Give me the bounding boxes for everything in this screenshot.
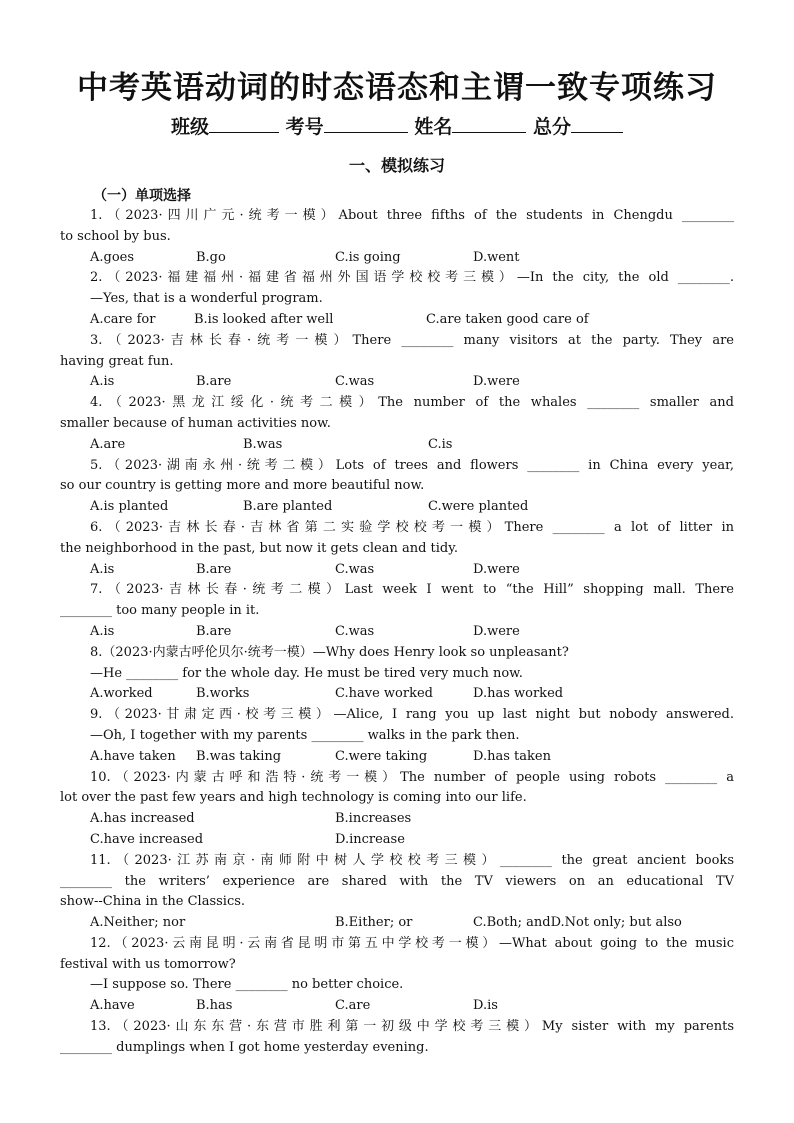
question-13-text: 13.（2023·山东东营·东营市胜利第一初级中学校考三模）My sister with my parents [90, 1019, 734, 1035]
option-a[interactable]: A.is [90, 623, 115, 639]
question-12-text: 12.（2023·云南昆明·云南省昆明市第五中学校考一模）—What about going to the music [90, 935, 734, 951]
question-7-text-cont: ________ too many people in it. [60, 603, 260, 619]
option-b[interactable]: B.are [196, 623, 232, 639]
subsection-heading: （一）单项选择 [93, 188, 191, 204]
option-a[interactable]: A.care for [90, 311, 156, 327]
question-6-options [60, 560, 734, 581]
option-c[interactable]: C.have increased [90, 831, 204, 847]
option-b[interactable]: B.go [196, 249, 226, 265]
question-11-options [60, 913, 734, 934]
option-b[interactable]: B.are planted [243, 499, 333, 515]
option-c[interactable]: C.is going [335, 249, 401, 265]
option-a[interactable]: A.is planted [90, 499, 169, 515]
question-8-text-cont: —He ________ for the whole day. He must be tired very much now. [90, 665, 523, 681]
class-blank[interactable] [209, 114, 279, 133]
option-b[interactable]: B.was taking [196, 748, 282, 764]
question-2-options [60, 310, 734, 331]
option-c[interactable]: C.are taken good care of [426, 311, 589, 327]
option-b[interactable]: B.is looked after well [194, 311, 334, 327]
score-blank[interactable] [571, 114, 623, 133]
question-3-text: 3.（2023·吉林长春·统考一模）There ________ many visitors at the party. They are [90, 332, 734, 348]
option-a[interactable]: A.are [90, 436, 126, 452]
option-d[interactable]: D.increase [335, 831, 405, 847]
question-3-text-cont: having great fun. [60, 353, 174, 369]
question-1-text-cont: to school by bus. [60, 228, 171, 244]
question-6-text: 6.（2023·吉林长春·吉林省第二实验学校校考一模）There ________ a lot of litter in [90, 519, 734, 535]
option-b[interactable]: B.are [196, 374, 232, 390]
question-7-options [60, 622, 734, 643]
option-a[interactable]: A.worked [90, 686, 153, 702]
question-10-options-row1 [60, 809, 734, 830]
question-10-options-row2 [60, 830, 734, 851]
question-8-options [60, 684, 734, 705]
question-13-text-cont: ________ dumplings when I got home yesterday evening. [60, 1039, 429, 1055]
option-a[interactable]: A.is [90, 374, 115, 390]
class-label: 班级 [171, 116, 210, 138]
option-c[interactable]: C.were planted [428, 499, 529, 515]
exam-no-label: 考号 [285, 116, 324, 138]
option-b[interactable]: B.was [243, 436, 283, 452]
option-b[interactable]: B.are [196, 561, 232, 577]
question-11-text: 11.（2023·江苏南京·南师附中树人学校校考三模）________ the great ancient books [90, 852, 734, 868]
question-6-text-cont: the neighborhood in the past, but now it gets clean and tidy. [60, 540, 458, 556]
question-list [60, 206, 734, 1059]
question-7-text: 7.（2023·吉林长春·统考二模）Last week I went to “the Hill” shopping mall. There [90, 582, 734, 598]
option-c[interactable]: C.was [335, 623, 375, 639]
option-a[interactable]: A.goes [90, 249, 135, 265]
question-5-text: 5.（2023·湖南永州·统考二模）Lots of trees and flowers ________ in China every year, [90, 457, 734, 473]
question-4-text-cont: smaller because of human activities now. [60, 415, 331, 431]
option-c[interactable]: C.have worked [335, 686, 433, 702]
option-b[interactable]: B.Either; or [335, 915, 413, 931]
option-b[interactable]: B.has [196, 998, 233, 1014]
question-8-text: 8.（2023·内蒙古呼伦贝尔·统考一模）—Why does Henry look so unpleasant? [90, 644, 569, 660]
option-d[interactable]: D.Not only; but also [550, 915, 682, 931]
question-5-options [60, 497, 734, 518]
question-12-text-cont: festival with us tomorrow? [60, 956, 236, 972]
exam-no-blank[interactable] [324, 114, 408, 133]
page-title: 中考英语动词的时态语态和主谓一致专项练习 [77, 70, 717, 106]
option-c[interactable]: C.were taking [335, 748, 428, 764]
question-4-options [60, 435, 734, 456]
option-a[interactable]: A.have taken [90, 748, 176, 764]
question-12-options [60, 996, 734, 1017]
option-a[interactable]: A.Neither; nor [90, 915, 186, 931]
question-2-text: 2.（2023·福建福州·福建省福州外国语学校校考三模）—In the city, the old ________. [90, 270, 734, 286]
question-12-text-cont2: —I suppose so. There ________ no better choice. [90, 977, 404, 993]
option-d[interactable]: D.has taken [473, 748, 551, 764]
option-a[interactable]: A.has increased [90, 811, 195, 827]
question-9-text: 9.（2023·甘肃定西·校考三模）—Alice, I rang you up last night but nobody answered. [90, 707, 734, 723]
option-c[interactable]: C.was [335, 561, 375, 577]
option-d[interactable]: D.were [473, 561, 520, 577]
option-c[interactable]: C.is [428, 436, 453, 452]
question-10-text-cont: lot over the past few years and high technology is coming into our life. [60, 790, 527, 806]
option-d[interactable]: D.has worked [473, 686, 564, 702]
question-5-text-cont: so our country is getting more and more beautiful now. [60, 478, 425, 494]
option-d[interactable]: D.were [473, 374, 520, 390]
student-info-line [0, 112, 794, 139]
option-c[interactable]: C.Both; and [473, 915, 551, 931]
question-3-options [60, 372, 734, 393]
question-10-text: 10.（2023·内蒙古呼和浩特·统考一模）The number of people using robots ________ a [90, 769, 734, 785]
question-2-text-cont: —Yes, that is a wonderful program. [90, 291, 323, 307]
score-label: 总分 [532, 116, 571, 138]
option-c[interactable]: C.was [335, 374, 375, 390]
question-11-text-cont: ________ the writers’ experience are shared with the TV viewers on an educational TV [60, 873, 734, 889]
option-b[interactable]: B.works [196, 686, 250, 702]
question-9-text-cont: —Oh, I together with my parents ________ walks in the park then. [90, 727, 520, 743]
option-d[interactable]: D.went [473, 249, 520, 265]
question-1-options [60, 248, 734, 269]
option-c[interactable]: C.are [335, 998, 371, 1014]
question-9-options [60, 747, 734, 768]
option-d[interactable]: D.were [473, 623, 520, 639]
section-heading: 一、模拟练习 [348, 156, 445, 175]
option-a[interactable]: A.is [90, 561, 115, 577]
name-label: 姓名 [414, 116, 453, 138]
name-blank[interactable] [452, 114, 526, 133]
option-d[interactable]: D.is [473, 998, 498, 1014]
question-1-text: 1.（2023·四川广元·统考一模）About three fifths of the students in Chengdu ________ [90, 208, 734, 223]
question-11-text-cont2: show--China in the Classics. [60, 894, 246, 910]
option-a[interactable]: A.have [90, 998, 135, 1014]
question-4-text: 4.（2023·黑龙江绥化·统考二模）The number of the whales ________ smaller and [90, 395, 734, 411]
option-b[interactable]: B.increases [335, 811, 412, 827]
